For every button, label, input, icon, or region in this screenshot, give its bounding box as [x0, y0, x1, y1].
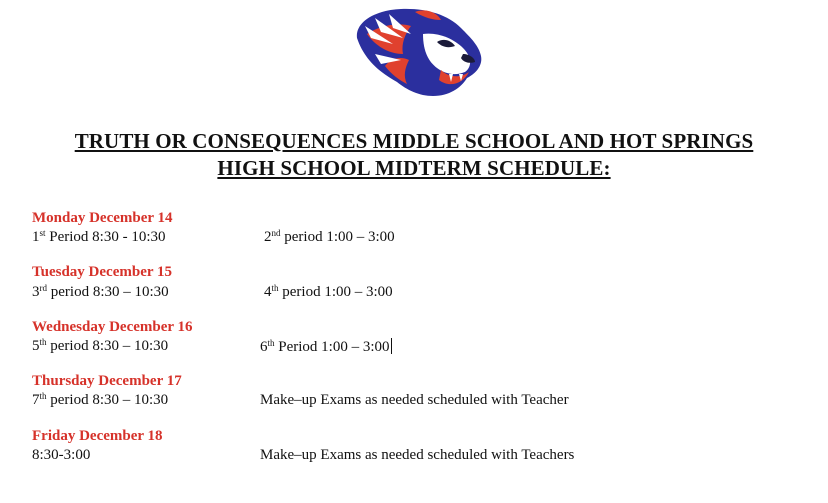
text-cursor [391, 338, 392, 354]
title-line-1-text: TRUTH OR CONSEQUENCES MIDDLE SCHOOL AND HOT SPRINGS [74, 129, 754, 153]
wednesday-afternoon-exam[interactable]: 6th Period 1:00 – 3:00 [260, 338, 390, 355]
thursday-makeup-note: Make–up Exams as needed scheduled with Teacher [260, 392, 569, 408]
page-title-line-2 [0, 155, 828, 181]
thursday-morning-exam: 7th period 8:30 – 10:30 [32, 391, 169, 408]
tuesday-afternoon-exam: 4th period 1:00 – 3:00 [264, 283, 393, 300]
page-title-line-1 [0, 128, 828, 154]
tiger-head-mascot-icon [345, 4, 485, 100]
friday-exam-time: 8:30-3:00 [32, 447, 91, 463]
wednesday-morning-exam: 5th period 8:30 – 10:30 [32, 337, 169, 354]
day-heading-monday: Monday December 14 [32, 210, 173, 226]
monday-afternoon-exam: 2nd period 1:00 – 3:00 [264, 228, 395, 245]
tuesday-morning-exam: 3rd period 8:30 – 10:30 [32, 283, 169, 300]
friday-makeup-note: Make–up Exams as needed scheduled with Teachers [260, 447, 575, 463]
day-heading-thursday: Thursday December 17 [32, 373, 182, 389]
day-heading-wednesday: Wednesday December 16 [32, 319, 193, 335]
day-heading-tuesday: Tuesday December 15 [32, 264, 172, 280]
title-line-2-text: HIGH SCHOOL MIDTERM SCHEDULE: [217, 156, 611, 180]
monday-morning-exam: 1st Period 8:30 - 10:30 [32, 228, 166, 245]
day-heading-friday: Friday December 18 [32, 428, 163, 444]
